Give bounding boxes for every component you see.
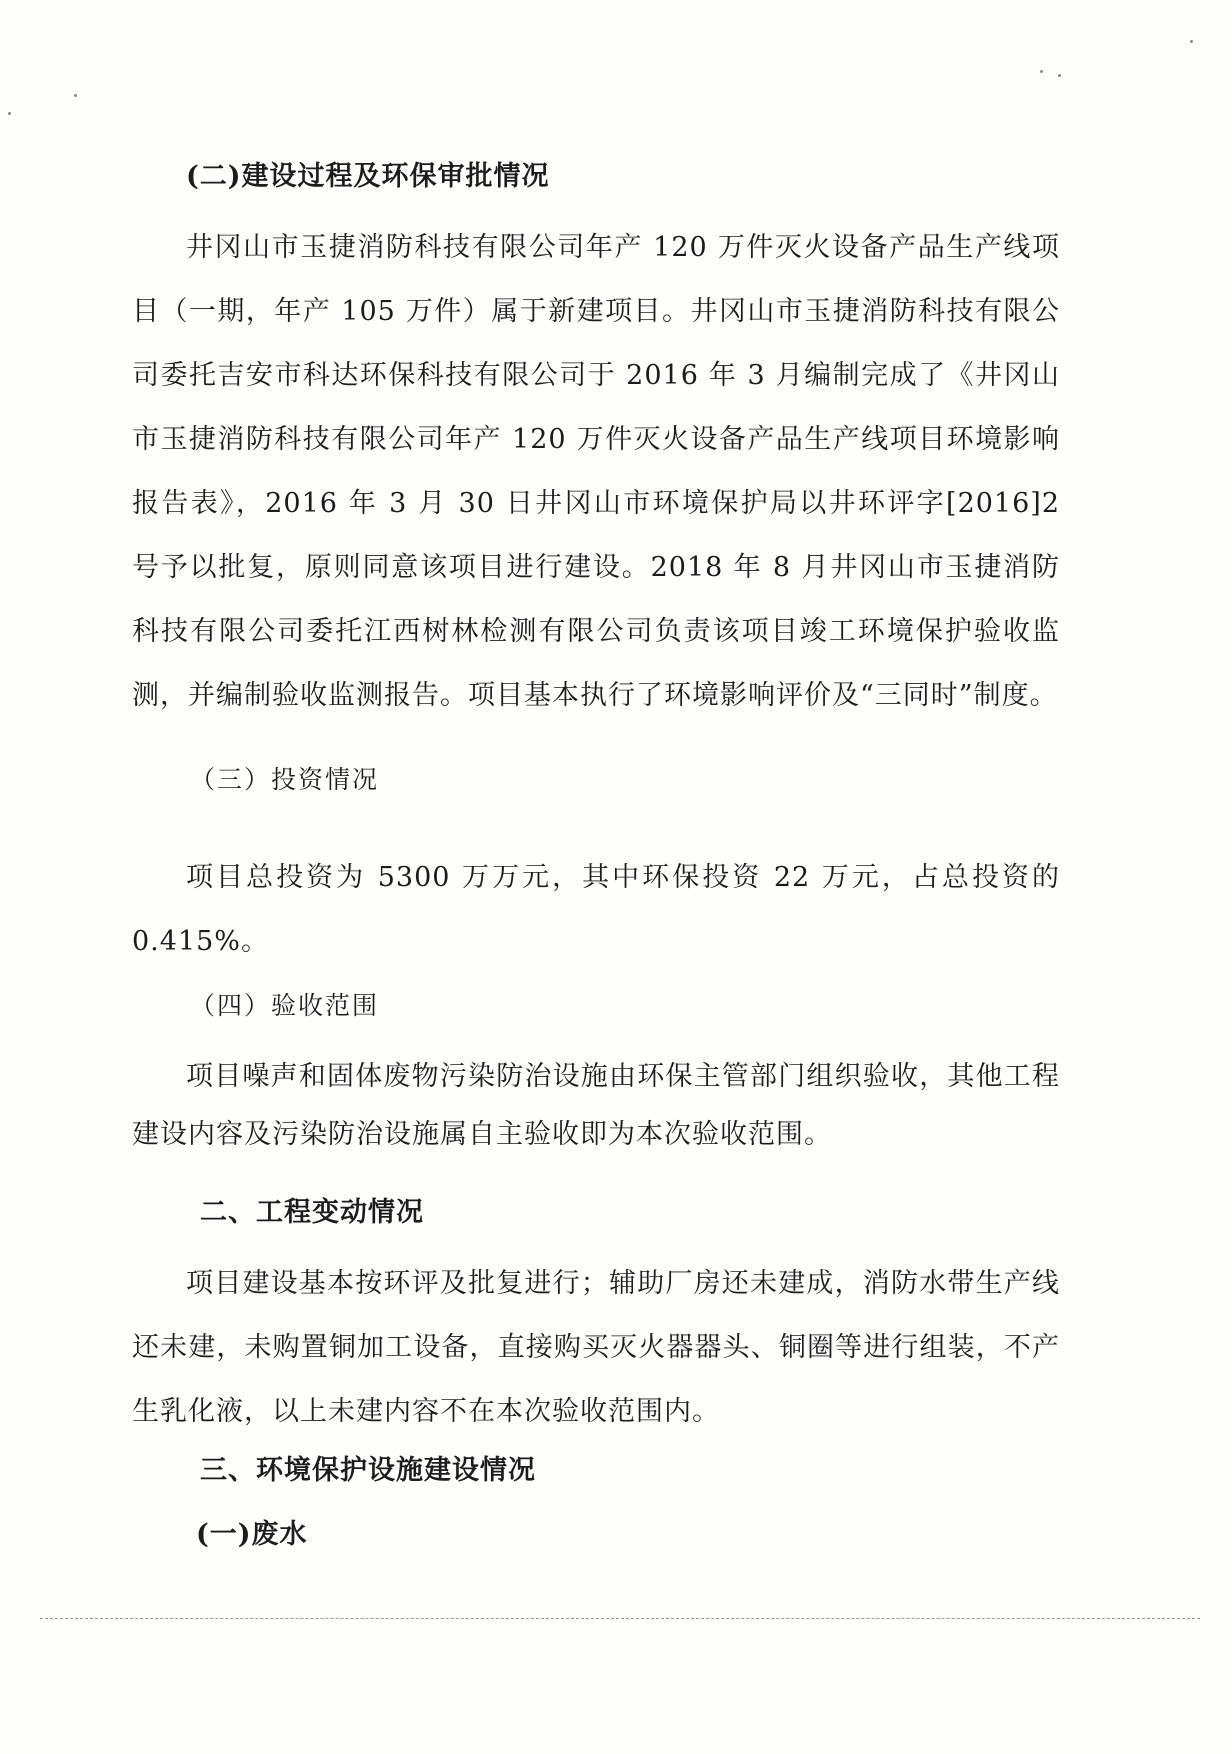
section-heading-environmental-facilities: 三、环境保护设施建设情况 — [200, 1455, 536, 1486]
section-heading-construction-approval: (二)建设过程及环保审批情况 — [186, 161, 550, 192]
paragraph-investment: 项目总投资为 5300 万万元，其中环保投资 22 万元，占总投资的 0.415%。 — [132, 862, 1060, 957]
paragraph-acceptance-scope: 项目噪声和固体废物污染防治设施由环保主管部门组织验收，其他工程建设内容及污染防治设施属自主验收即为本次验收范围。 — [132, 1061, 1060, 1150]
paragraph-construction-approval: 井冈山市玉捷消防科技有限公司年产 120 万件灭火设备产品生产线项目（一期，年产 105 万件）属于新建项目。井冈山市玉捷消防科技有限公司委托吉安市科达环保科技有限公司于 2016 年 3 月编制完成了《井冈山市玉捷消防科技有限公司年产 120 万件灭火设备产品生产线项目环境影响报告表》，2016 年 3 月 30 日井冈山市环境保护局以井环评字[2016]2 号予以批复，原则同意该项目进行建设。2018 年 8 月井冈山市玉捷消防科技有限公司委托江西树林检测有限公司负责该项目竣工环境保护验收监测，并编制验收监测报告。项目基本执行了环境影响评价及“三同时”制度。 — [132, 232, 1060, 711]
section-heading-acceptance-scope: （四）验收范围 — [190, 991, 380, 1020]
subsection-heading-wastewater: (一)废水 — [196, 1519, 308, 1550]
section-heading-project-changes: 二、工程变动情况 — [200, 1197, 424, 1228]
bottom-divider — [40, 1618, 1200, 1619]
paragraph-project-changes: 项目建设基本按环评及批复进行；辅助厂房还未建成，消防水带生产线还未建，未购置铜加工设备，直接购买灭火器器头、铜圈等进行组装，不产生乳化液，以上未建内容不在本次验收范围内。 — [132, 1268, 1060, 1427]
scan-speck — [74, 94, 77, 97]
scan-speck — [8, 112, 11, 115]
scan-speck — [1058, 74, 1061, 77]
section-heading-investment: （三）投资情况 — [190, 765, 380, 794]
scan-speck — [1040, 70, 1043, 73]
scan-speck — [1190, 40, 1193, 43]
